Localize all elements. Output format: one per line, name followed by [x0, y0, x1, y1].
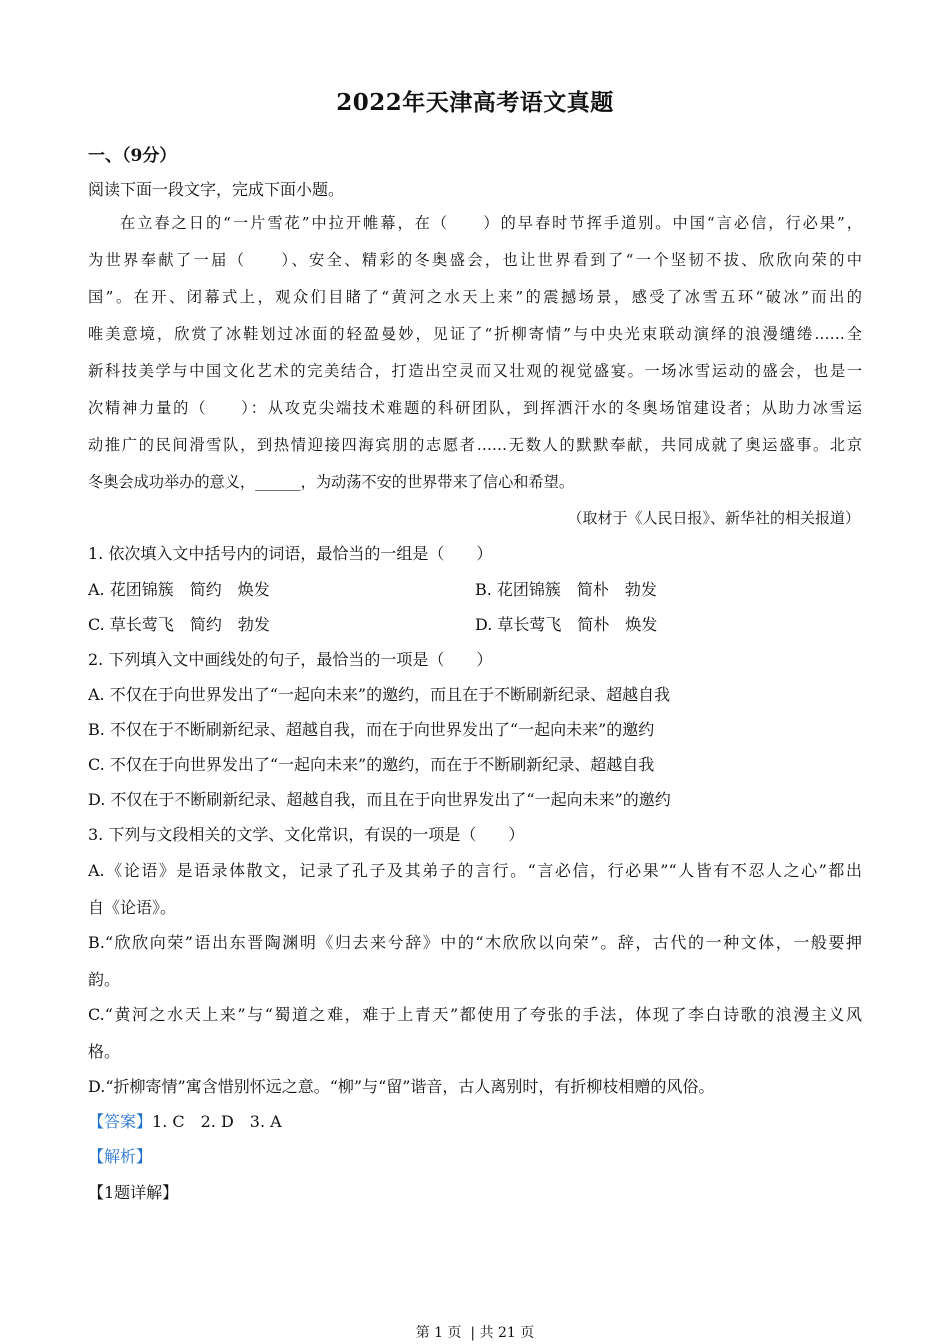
- passage-line: 在立春之日的“一片雪花”中拉开帷幕，在（ ）的早春时节挥手道别。中国“言必信，行必果”，: [120, 214, 862, 232]
- answer-label: 【答案】: [88, 1112, 153, 1131]
- page-footer: [0, 1322, 950, 1344]
- answer-text: 1. C 2. D 3. A: [152, 1112, 282, 1131]
- question-2-stem: 2. 下列填入文中画线处的句子，最恰当的一项是（ ）: [88, 650, 493, 669]
- question-3-option-b: B.“欣欣向荣”语出东晋陶渊明《归去来兮辞》中的“木欣欣以向荣”。辞，古代的一种文体，一般要押: [88, 933, 862, 952]
- question-3-option-d: D.“折柳寄情”寓含惜别怀远之意。“柳”与“留”谐音，古人离别时，有折柳枝相赠的风俗。: [88, 1077, 715, 1096]
- passage-line: 为世界奉献了一届（ ）、安全、精彩的冬奥盛会，也让世界看到了“一个坚韧不拔、欣欣向荣的中: [88, 251, 862, 269]
- question-3-option-b-cont: 韵。: [88, 970, 121, 989]
- section-heading: 一、（9分）: [88, 146, 177, 166]
- detail-label: 【1题详解】: [88, 1183, 179, 1202]
- question-1-option-d: D. 草长莺飞 简朴 焕发: [475, 615, 658, 634]
- source-attribution: （取材于《人民日报》、新华社的相关报道）: [567, 509, 860, 527]
- question-3-stem: 3. 下列与文段相关的文学、文化常识，有误的一项是（ ）: [88, 825, 525, 844]
- question-2-option-b: B. 不仅在于不断刷新纪录、超越自我，而在于向世界发出了“一起向未来”的邀约: [88, 720, 655, 739]
- question-3-option-c: C.“黄河之水天上来”与“蜀道之难，难于上青天”都使用了夸张的手法，体现了李白诗歌的浪漫主义风: [88, 1005, 862, 1024]
- passage-line: 动推广的民间滑雪队，到热情迎接四海宾朋的志愿者……无数人的默默奉献，共同成就了奥运盛事。北京: [88, 436, 862, 454]
- instruction-text: 阅读下面一段文字，完成下面小题。: [88, 180, 345, 199]
- passage-line: 国”。在开、闭幕式上，观众们目睹了“黄河之水天上来”的震撼场景，感受了冰雪五环“破冰”而出的: [88, 288, 862, 306]
- question-1-option-b: B. 花团锦簇 简朴 勃发: [475, 580, 657, 599]
- answer-row: [88, 1109, 282, 1132]
- passage-line: 新科技美学与中国文化艺术的完美结合，打造出空灵而又壮观的视觉盛宴。一场冰雪运动的盛会，也是一: [88, 362, 862, 380]
- question-1-option-c: C. 草长莺飞 简约 勃发: [88, 615, 270, 634]
- question-1-option-a: A. 花团锦簇 简约 焕发: [88, 580, 270, 599]
- analysis-label: 【解析】: [88, 1147, 153, 1166]
- question-1-stem: 1. 依次填入文中括号内的词语，最恰当的一组是（ ）: [88, 544, 493, 563]
- passage-line: 次精神力量的（ ）：从攻克尖端技术难题的科研团队，到挥洒汗水的冬奥场馆建设者；从助力冰雪运: [88, 399, 862, 417]
- question-3-option-a-cont: 自《论语》。: [88, 898, 177, 917]
- question-2-option-c: C. 不仅在于向世界发出了“一起向未来”的邀约，而在于不断刷新纪录、超越自我: [88, 755, 655, 774]
- question-3-option-c-cont: 格。: [88, 1042, 121, 1061]
- passage-line: 唯美意境，欣赏了冰鞋划过冰面的轻盈曼妙，见证了“折柳寄情”与中央光束联动演绎的浪漫缱绻……全: [88, 325, 862, 343]
- question-2-option-a: A. 不仅在于向世界发出了“一起向未来”的邀约，而且在于不断刷新纪录、超越自我: [88, 685, 671, 704]
- passage-line: 冬奥会成功举办的意义，______，为动荡不安的世界带来了信心和希望。: [88, 473, 574, 491]
- question-2-option-d: D. 不仅在于不断刷新纪录、超越自我，而且在于向世界发出了“一起向未来”的邀约: [88, 790, 671, 809]
- question-3-option-a: A.《论语》是语录体散文，记录了孔子及其弟子的言行。“言必信，行必果”“人皆有不忍人之心”都出: [88, 861, 862, 880]
- page-number: 第 1 页 | 共 21 页: [415, 1325, 535, 1341]
- page-title: 2022年天津高考语文真题: [336, 89, 614, 116]
